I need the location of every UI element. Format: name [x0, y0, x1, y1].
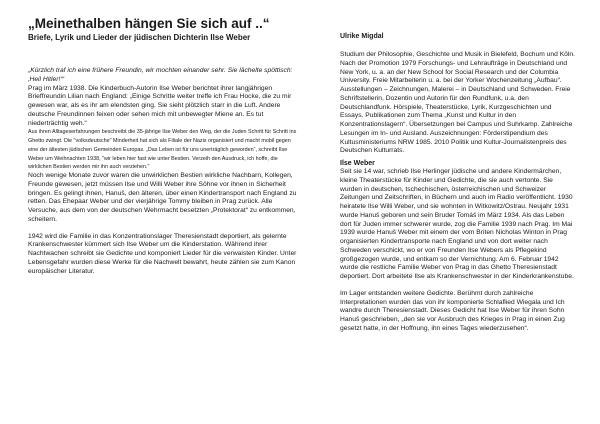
intro-paragraph: Prag im März 1938. Die Kinderbuch-Autorin Ilse Weber berichtet ihrer langjährigen Brieffreundin Lilian nach England: „Einige Schritte weiter treffe ich Frau Hocke, die zu mir gewesen war, als es ihr am elendsten ging. Sie sieht plötzlich starr in die Luft. Andere deutsche Freundinnen feixen oder sehen mich mit unbewegter Miene an. Es tut niederträchtig weh.“ [28, 84, 292, 127]
page-title: „Meinethalben hängen Sie sich auf ..“ [28, 16, 270, 31]
body-paragraph-3: Noch wenige Monate zuvor waren die unwirklichen Bestien wirkliche Nachbarn, Kollegen, Freunde gewesen, jetzt müssen Ilse und Willi Weber ihre Söhne vor ihnen in Sicherheit bringen. Es gelingt ihnen, Hanuš, den älteren, über einen Kindertransport nach England zu retten. Das Ehepaar Weber und der vierjährige Tommy bleiben in Prag zurück. Alle Versuche, aus dem von der deutschen Wehrmacht besetzten „Protektorat“ zu entkommen, scheitern. [28, 172, 297, 223]
poet-bio: Seit sie 14 war, schrieb Ilse Herlinger jüdische und andere Kindermärchen, kleine Theaterstücke für Kinder und Gedichte, die sie auch vertonte. Sie wurden in deutschen, tschechischen, österreichischen und Schweizer Zeitungen und Zeitschriften, in Büchern und auch im Radio veröffentlicht. 1930 heiratete Ilse Willi Weber, und sie wohnten in Witkowitz/Ostrau. Neujahr 1931 wurde Hanuš geboren und sein Bruder Tomáš im März 1934. Als das Leben dort für Juden immer schwerer wurde, zog die Familie 1939 nach Prag. Im Mai 1939 wurde Hanuš Weber mit einem der vom Briten Nicholas Winton in Prag organisierten Kindertransporte nach England und von dort weiter nach Schweden verschickt, wo er von Freunden Ilse Webers als Pflegekind großgezogen wurde, und entkam so der Vernichtung. Am 6. Februar 1942 wurde die restliche Familie Weber von Prag in das Ghetto Theresienstadt deportiert. Dort arbeitete Ilse als Krankenschwester in der Kinderkrankenstube. [340, 168, 574, 280]
left-column [28, 16, 300, 276]
poet-bio-camp: Im Lager entstanden weitere Gedichte. Berühmt durch zahlreiche Interpretationen wurden das von ihr komponierte Schlaflied Wiegala und Ich wandre durch Theresienstadt. Dieses Gedicht hat Ilse Weber für ihren Sohn Hanuš geschrieben, „den sie vor Ausbruch des Krieges in Prag in einen Zug gesetzt hatte, in der Hoffnung, ihn eines Tages wiederzusehen“. [340, 289, 565, 332]
body-paragraph-4: 1942 wird die Familie in das Konzentrationslager Theresienstadt deportiert, als gelernte Krankenschwester kümmert sich Ilse Weber um die Kinderstation. Während ihrer Nachtwachen schreibt sie Gedichte und komponiert Lieder für die verwaisten Kinder. Unter Lebensgefahr wurden diese Werke für die Nachwelt bewahrt, heute zählen sie zum Kanon europäischer Literatur. [28, 232, 297, 275]
author-bio: Studium der Philosophie, Geschichte und Musik in Bielefeld, Bochum und Köln. Nach der Promotion 1979 Forschungs- und Lehraufträge in Deutschland und New York, u. a. an der New School for Social Research und der Columbia University. Freie Mitarbeiterin u. a. bei der Yorker Wochenzeitung „Aufbau“. Ausstellungen – Zeichnungen, Malerei – in Deutschland und Schweden. Freie Schriftstellerin, Dozentin und Autorin für den Rundfunk, u.a. den Deutschlandfunk. Hörspiele, Theaterstücke, Lyrik, Kurzgeschichten und Essays. Publikationen zum Thema „Kunst und Kultur in den Konzentrationslagern“. Übersetzungen bei Campus und Suhrkamp. Zahlreiche Lesungen im In- und Ausland. Auszeichnungen: Förderstipendium des Kultusministeriums NRW 1985. 2010 Politik und Kultur-Journalistenpreis des Deutschen Kulturrats. [340, 51, 575, 155]
body-paragraph-2 [28, 128, 300, 172]
author-heading: Ulrike Migdal [340, 33, 384, 40]
right-column [340, 32, 576, 334]
page-subtitle: Briefe, Lyrik und Lieder der jüdischen Dichterin Ilse Weber [28, 33, 251, 42]
small-print-lead: Aus ihren Alltageserfahrungen beschreibt die 35-jährige Ilse Weber den Weg, der die Juden Schritt für Schritt ins Ghetto zwingt. Die "volksdeutsche" Minderheit hat sich als Filiale der Nazis organisiert und macht mobil gegen eine der ältesten jüdischen Gemeinden Europas. „Das Leben ist für uns unerträglich geworden“, schreibt Ilse Weber um Weihnachten 1938, "wir leben hier fast wie unter Bestien. Verzeih den Ausdruck, ich hoffe, die wirklichen Bestien werden mir ihn auch verziehen." [28, 129, 297, 171]
opening-quote: „Kürzlich traf ich eine frühere Freundin, wir mochten einander sehr. Sie lächelte spöttisch: ‚Heil Hitler!‘“ [28, 67, 293, 83]
poet-heading: Ilse Weber [340, 160, 375, 167]
